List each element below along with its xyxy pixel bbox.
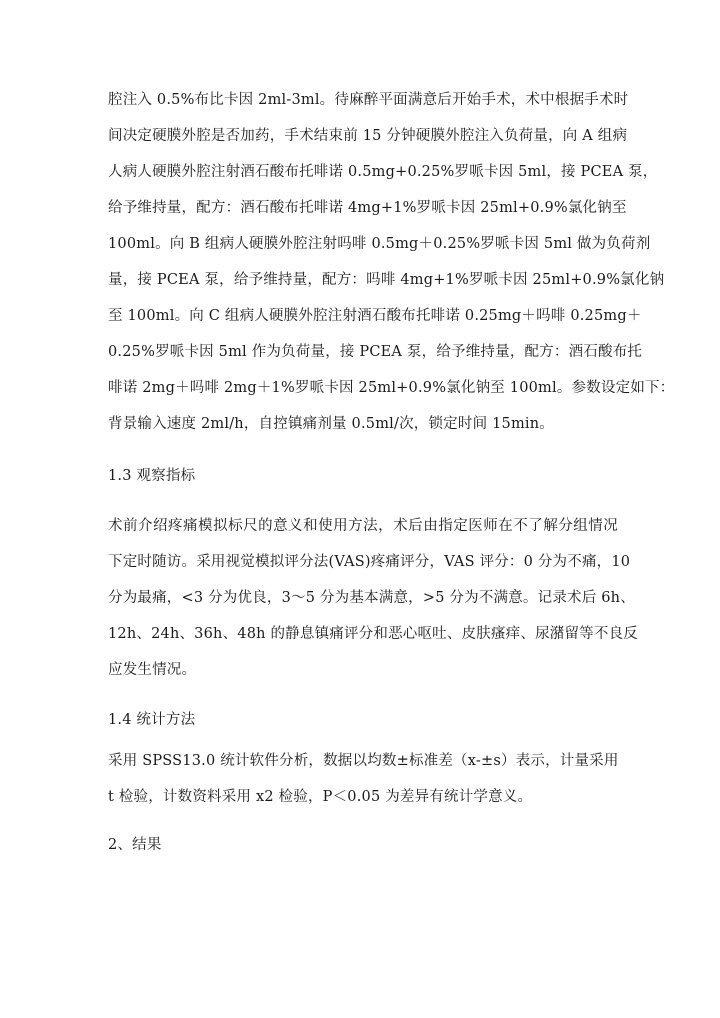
paragraph-2-line: 分为最痛，<3 分为优良，3～5 分为基本满意，>5 分为不满意。记录术后 6h、 bbox=[108, 590, 635, 606]
section-heading-2: 2、结果 bbox=[108, 837, 162, 853]
paragraph-2-line: 术前介绍疼痛模拟标尺的意义和使用方法，术后由指定医师在不了解分组情况 bbox=[108, 518, 618, 534]
paragraph-1-line: 0.25%罗哌卡因 5ml 作为负荷量，接 PCEA 泵，给予维持量，配方：酒石酸布托 bbox=[108, 344, 643, 360]
paragraph-1-line: 背景输入速度 2ml/h，自控镇痛剂量 0.5ml/次，锁定时间 15min。 bbox=[108, 416, 554, 432]
paragraph-1-line: 至 100ml。向 C 组病人硬膜外腔注射酒石酸布托啡诺 0.25mg＋吗啡 0.25mg＋ bbox=[108, 308, 642, 324]
section-heading-1-4: 1.4 统计方法 bbox=[108, 712, 196, 728]
paragraph-2-line: 应发生情况。 bbox=[108, 662, 197, 678]
paragraph-1-line: 间决定硬膜外腔是否加药，手术结束前 15 分钟硬膜外腔注入负荷量，向 A 组病 bbox=[108, 128, 628, 144]
paragraph-1-line: 量，接 PCEA 泵，给予维持量，配方：吗啡 4mg+1%罗哌卡因 25ml+0.9%氯化钠 bbox=[108, 272, 665, 288]
paragraph-1-line: 给予维持量，配方：酒石酸布托啡诺 4mg+1%罗哌卡因 25ml+0.9%氯化钠至 bbox=[108, 200, 627, 216]
paragraph-3-line: 采用 SPSS13.0 统计软件分析，数据以均数±标准差（x-±s）表示，计量采用 bbox=[108, 753, 619, 769]
paragraph-1-line: 人病人硬膜外腔注射酒石酸布托啡诺 0.5mg+0.25%罗哌卡因 5ml，接 PCEA 泵， bbox=[108, 164, 658, 180]
paragraph-2-line: 12h、24h、36h、48h 的静息镇痛评分和恶心呕吐、皮肤瘙痒、尿潴留等不良反 bbox=[108, 626, 638, 642]
paragraph-1-line: 100ml。向 B 组病人硬膜外腔注射吗啡 0.5mg＋0.25%罗哌卡因 5ml 做为负荷剂 bbox=[108, 236, 651, 252]
section-heading-1-3: 1.3 观察指标 bbox=[108, 468, 196, 484]
paragraph-1-line: 啡诺 2mg＋吗啡 2mg＋1%罗哌卡因 25ml+0.9%氯化钠至 100ml。参数设定如下： bbox=[108, 380, 675, 396]
paragraph-3-line: t 检验，计数资料采用 x2 检验，P＜0.05 为差异有统计学意义。 bbox=[108, 789, 533, 805]
paragraph-1-line: 腔注入 0.5%布比卡因 2ml-3ml。待麻醉平面满意后开始手术，术中根据手术时 bbox=[108, 92, 629, 108]
paragraph-2-line: 下定时随访。采用视觉模拟评分法(VAS)疼痛评分，VAS 评分：0 分为不痛，10 bbox=[108, 554, 631, 570]
